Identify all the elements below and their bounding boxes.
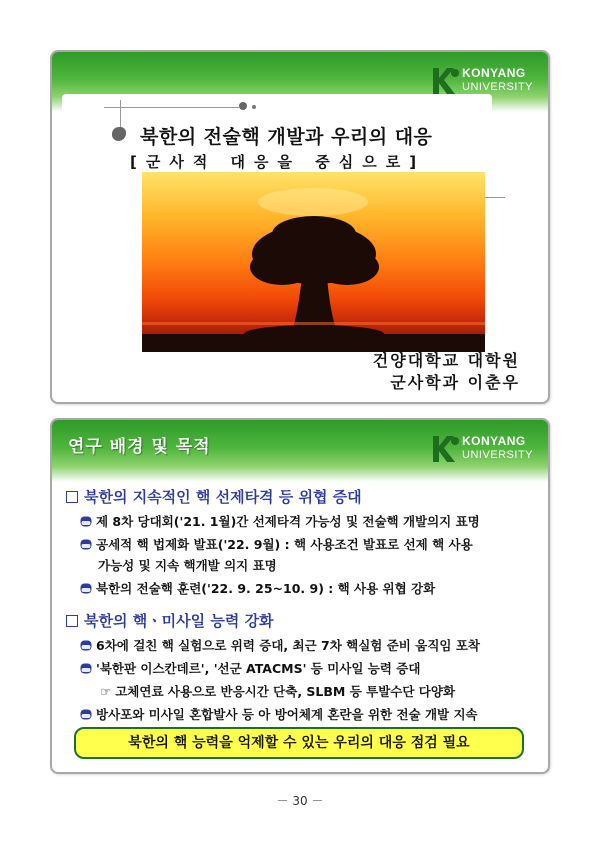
decorative-dot (252, 105, 256, 109)
logo-text-line2: UNIVERSITY (462, 449, 534, 461)
bullet-pill-icon (80, 709, 92, 720)
pointing-hand-icon: ☞ (100, 684, 112, 699)
section-title (66, 486, 362, 507)
decorative-line (120, 100, 121, 130)
background-slide (50, 418, 550, 774)
slide-title: 북한의 전술핵 개발과 우리의 대응 (140, 126, 433, 148)
logo-text-line2: UNIVERSITY (462, 81, 534, 93)
list-item-text: '북한판 이스칸데르', '선군 ATACMS' 등 미사일 능력 증대 (96, 661, 421, 676)
author-name: 군사학과 이춘우 (390, 373, 520, 392)
list-item (80, 579, 435, 597)
bullet-pill-icon (80, 640, 92, 651)
list-item (80, 659, 420, 677)
decorative-line (485, 197, 505, 198)
section-title (66, 610, 274, 631)
konyang-logo-icon (430, 432, 460, 466)
slide-heading: 연구 배경 및 목적 (68, 437, 211, 457)
list-item-text: 북한의 전술핵 훈련('22. 9. 25~10. 9) : 핵 사용 위협 강화 (96, 581, 436, 596)
list-item-text: 고체연료 사용으로 반응시간 단축, SLBM 등 투발수단 다양화 (115, 684, 456, 699)
list-item-text: 가능성 및 지속 핵개발 의지 표명 (98, 558, 277, 573)
list-item (80, 705, 478, 723)
mushroom-cloud-silhouette (142, 172, 485, 352)
list-item (80, 636, 480, 654)
list-item-continuation (98, 556, 277, 574)
section-title-text: 북한의 핵ㆍ미사일 능력 강화 (84, 612, 274, 630)
list-item (80, 512, 480, 530)
konyang-logo-icon (430, 64, 460, 98)
list-sub-item (100, 682, 455, 700)
decorative-dot (239, 102, 247, 110)
checkbox-square-icon (66, 615, 78, 627)
page-number: － 30 － (276, 794, 324, 808)
checkbox-square-icon (66, 491, 78, 503)
slide-subtitle: [군사적 대응을 중심으로] (130, 153, 426, 171)
title-slide (50, 50, 550, 404)
list-item-text: 공세적 핵 법제화 발표('22. 9월) : 핵 사용조건 발표로 선제 핵 사용 (96, 537, 473, 552)
konyang-logo (430, 430, 542, 468)
mushroom-cloud-image (142, 172, 485, 352)
logo-text-line1: KONYANG (462, 66, 526, 80)
author-affiliation: 건양대학교 대학원 (372, 351, 520, 370)
list-item (80, 535, 473, 553)
bullet-pill-icon (80, 516, 92, 527)
logo-text-line1: KONYANG (462, 434, 526, 448)
bullet-pill-icon (80, 663, 92, 674)
bullet-pill-icon (80, 539, 92, 550)
conclusion-callout: 북한의 핵 능력을 억제할 수 있는 우리의 대응 점검 필요 (74, 727, 524, 759)
bullet-pill-icon (80, 583, 92, 594)
list-item-text: 방사포와 미사일 혼합발사 등 아 방어체계 혼란을 위한 전술 개발 지속 (96, 707, 478, 722)
list-item-text: 제 8차 당대회('21. 1월)간 선제타격 가능성 및 전술핵 개발의지 표명 (96, 514, 480, 529)
list-item-text: 6차에 걸친 핵 실험으로 위력 증대, 최근 7차 핵실험 준비 움직임 포착 (96, 638, 480, 653)
decorative-line (104, 107, 239, 108)
section-title-text: 북한의 지속적인 핵 선제타격 등 위협 증대 (84, 488, 362, 506)
